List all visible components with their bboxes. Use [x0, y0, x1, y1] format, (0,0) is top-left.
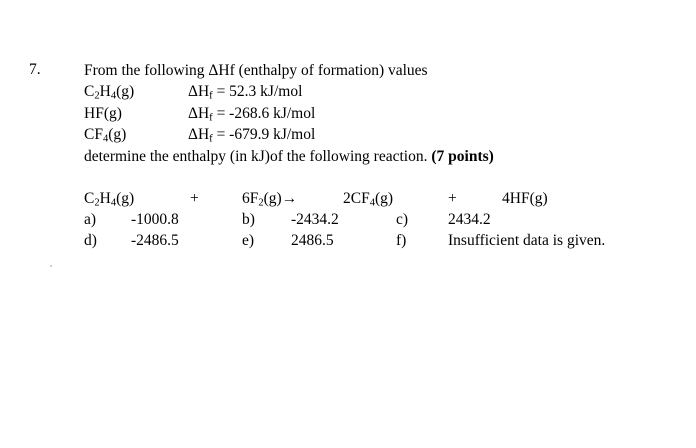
question-prompt: determine the enthalpy (in kJ)of the following reaction. (7 points) — [84, 148, 494, 165]
reactant-f2: $6F_2(g)\to$ — [242, 190, 298, 209]
enthalpy-value-hf: $\Delta H_f = -268.6$ kJ/mol — [188, 105, 316, 124]
option-c-letter[interactable]: c) — [396, 211, 409, 228]
reactant-c2h4: $C_2H_4(g)$ — [84, 190, 135, 209]
product-cf4: $2CF_4(g)$ — [343, 190, 394, 209]
scan-speck — [50, 265, 52, 267]
compound-formula-c2h4: $C_2H_4(g)$ — [84, 83, 135, 102]
option-e-value[interactable]: 2486.5 — [291, 232, 334, 249]
reaction-plus-1: + — [190, 190, 199, 207]
option-f-letter[interactable]: f) — [396, 232, 407, 249]
option-a-value[interactable]: -1000.8 — [131, 211, 179, 228]
compound-formula-hf: HF(g) — [84, 105, 122, 122]
product-hf: 4HF(g) — [502, 190, 548, 207]
question-number: 7. — [29, 61, 41, 78]
option-c-value[interactable]: 2434.2 — [448, 211, 491, 228]
option-e-letter[interactable]: e) — [242, 232, 255, 249]
option-b-letter[interactable]: b) — [242, 211, 255, 228]
compound-formula-cf4: $CF_4(g)$ — [84, 126, 127, 145]
enthalpy-value-cf4: $\Delta H_f = -679.9$ kJ/mol — [188, 126, 316, 145]
option-f-value[interactable]: Insufficient data is given. — [448, 232, 606, 249]
points-label: (7 points) — [431, 148, 494, 165]
option-d-letter[interactable]: d) — [84, 232, 97, 249]
option-d-value[interactable]: -2486.5 — [131, 232, 179, 249]
reaction-plus-2: + — [448, 190, 457, 207]
option-b-value[interactable]: -2434.2 — [291, 211, 339, 228]
question-intro: From the following ΔHf (enthalpy of formation) values — [84, 62, 428, 79]
option-a-letter[interactable]: a) — [84, 211, 97, 228]
enthalpy-value-c2h4: $\Delta H_f = 52.3$ kJ/mol — [188, 83, 303, 102]
